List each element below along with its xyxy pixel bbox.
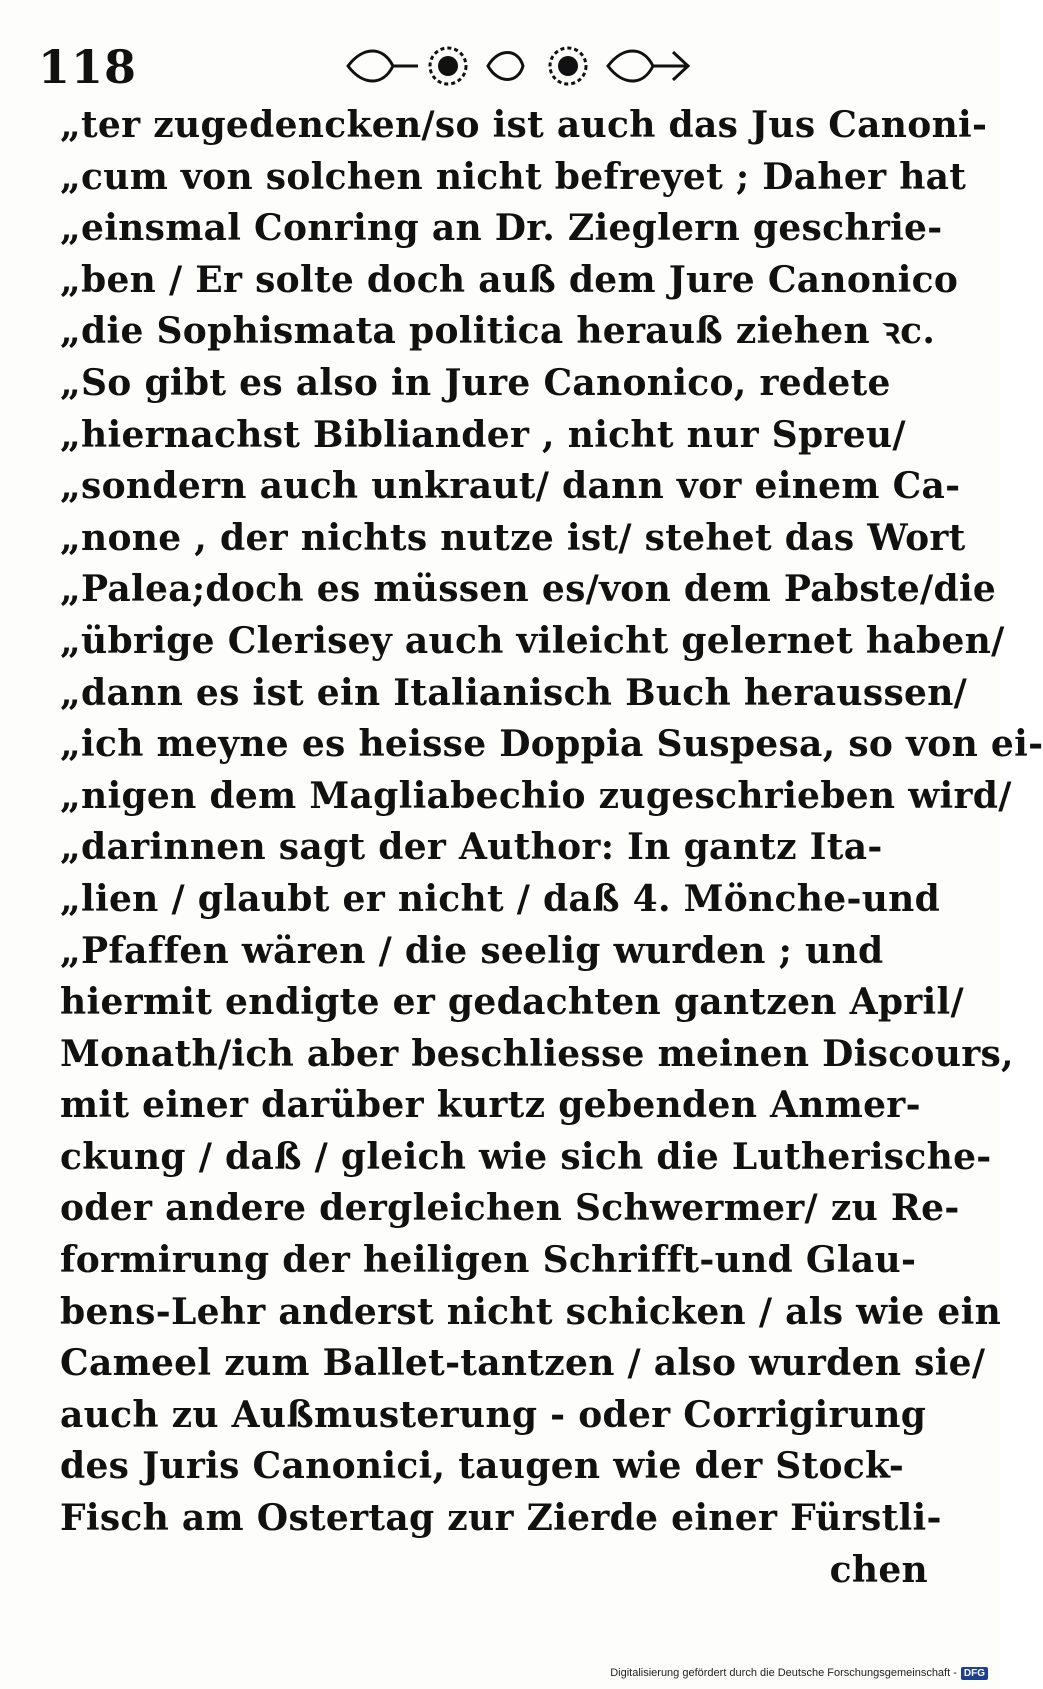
text-line-20: mit einer darüber kurtz gebenden Anmer- <box>60 1084 921 1127</box>
text-line-17: „Pfaffen wären / die seelig wurden ; und <box>60 929 884 972</box>
text-line-8: „sondern auch unkraut/ dann vor einem Ca- <box>60 465 961 508</box>
text-line-23: formirung der heiligen Schrifft-und Glau- <box>60 1239 917 1282</box>
text-line-22: oder andere dergleichen Schwermer/ zu Re- <box>60 1187 960 1230</box>
text-line-16: „lien / glaubt er nicht / daß 4. Mönche-und <box>60 877 941 920</box>
text-line-13: „ich meyne es heisse Doppia Suspesa, so von ei- <box>60 723 1043 766</box>
floral-ornament-icon <box>338 38 698 94</box>
text-line-1: „ter zugedencken/so ist auch das Jus Canoni- <box>60 104 988 146</box>
text-line-9: „none , der nichts nutze ist/ stehet das Wort <box>60 516 966 559</box>
text-line-7: „hiernachst Bibliander , nicht nur Spreu/ <box>60 413 906 456</box>
text-line-27: des Juris Canonici, taugen wie der Stock- <box>60 1445 905 1488</box>
text-line-5: „die Sophismata politica herauß ziehen ꝛc. <box>60 310 936 353</box>
text-line-4: „ben / Er solte doch auß dem Jure Canonico <box>60 258 959 301</box>
body-text <box>60 100 1043 1596</box>
text-line-15: „darinnen sagt der Author: In gantz Ita- <box>60 826 883 869</box>
footer-credit-text: Digitalisierung gefördert durch die Deutsche Forschungsgemeinschaft - <box>610 1667 957 1679</box>
text-line-11: „übrige Clerisey auch vileicht gelernet haben/ <box>60 619 1005 662</box>
dfg-logo-icon: DFG <box>961 1667 988 1680</box>
catchword: chen <box>829 1548 928 1591</box>
text-line-10: „Palea;doch es müssen es/von dem Pabste/die <box>60 568 997 611</box>
text-line-2: „cum von solchen nicht befreyet ; Daher hat <box>60 155 967 198</box>
text-line-3: „einsmal Conring an Dr. Zieglern geschrie- <box>60 207 943 250</box>
text-line-14: „nigen dem Magliabechio zugeschrieben wird/ <box>60 774 1012 817</box>
text-line-12: „dann es ist ein Italianisch Buch heraussen/ <box>60 671 968 714</box>
text-line-24: bens-Lehr anderst nicht schicken / als wie ein <box>60 1290 1002 1333</box>
page-number: 118 <box>38 40 138 94</box>
digitization-footer <box>610 1663 988 1683</box>
text-line-26: auch zu Außmusterung - oder Corrigirung <box>60 1393 927 1436</box>
text-line-6: „So gibt es also in Jure Canonico, redete <box>60 361 891 404</box>
text-line-19: Monath/ich aber beschliesse meinen Discours, <box>60 1032 1014 1075</box>
text-line-28: Fisch am Ostertag zur Zierde einer Fürstli- <box>60 1497 942 1540</box>
text-line-21: ckung / daß / gleich wie sich die Lutherische- <box>60 1135 992 1178</box>
text-line-18: hiermit endigte er gedachten gantzen April/ <box>60 981 964 1024</box>
text-line-25: Cameel zum Ballet-tantzen / also wurden sie/ <box>60 1342 986 1385</box>
page-header <box>38 38 938 98</box>
